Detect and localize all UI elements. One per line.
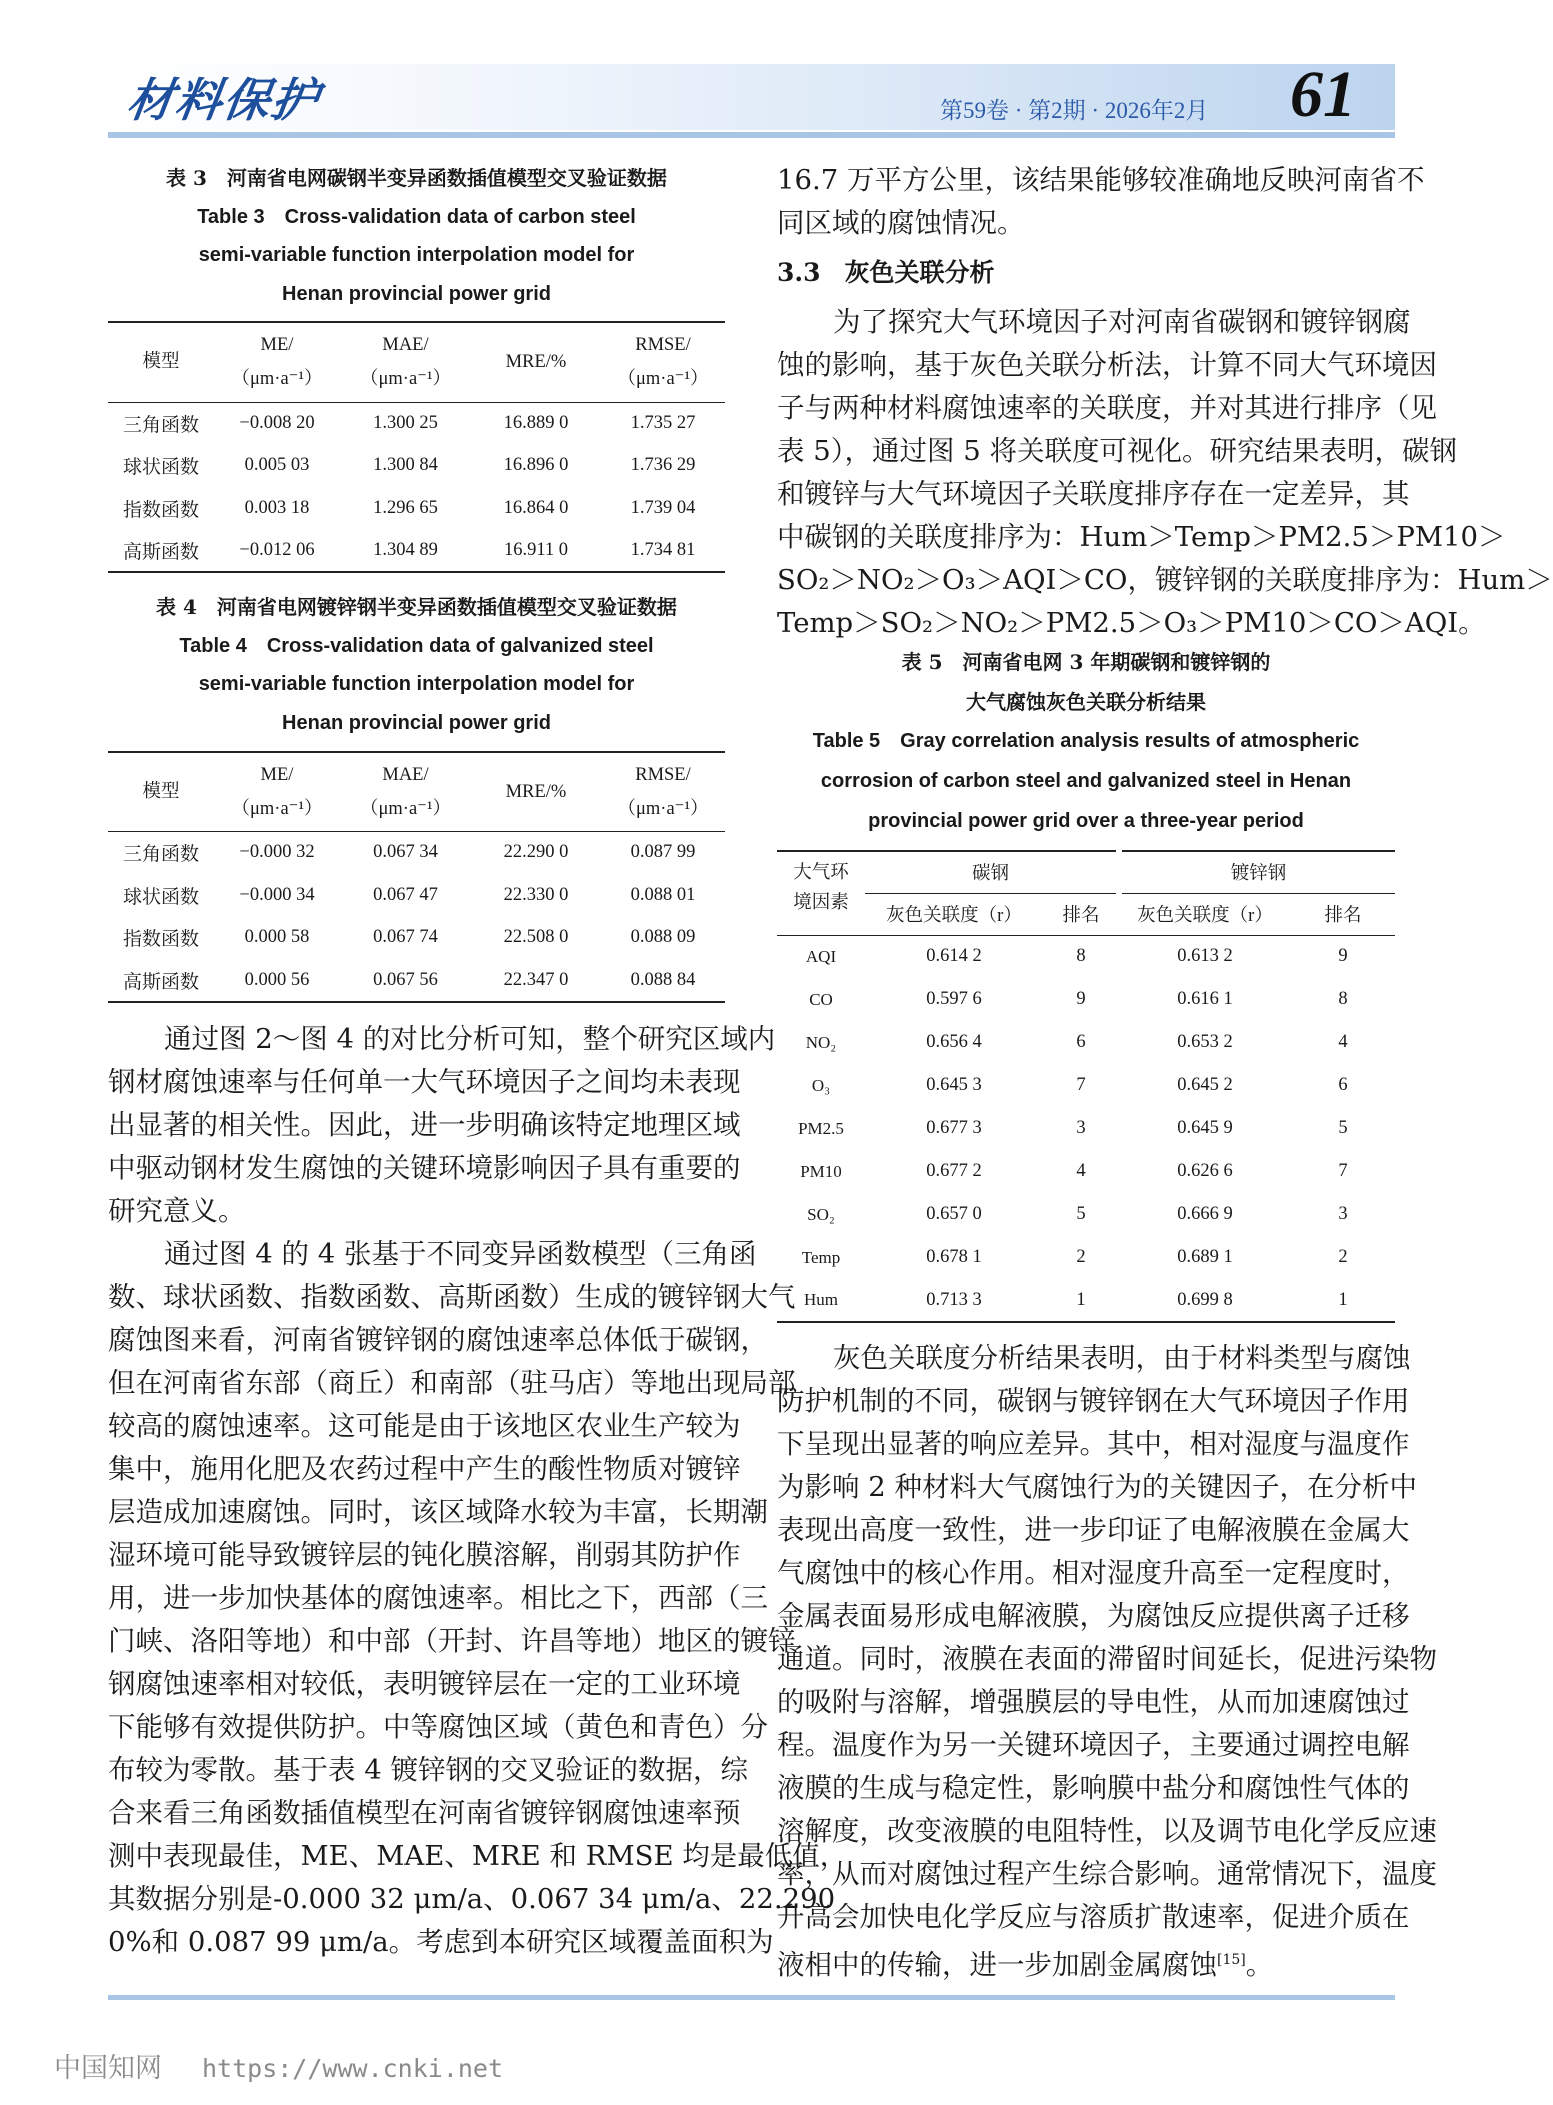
- cnki-watermark: [54, 2046, 503, 2085]
- header-text: RMSE/: [635, 764, 691, 785]
- header-text: MAE/: [382, 335, 429, 356]
- column-header: 排名: [1291, 893, 1395, 935]
- text-line: 和镀锌与大气环境因子关联度排序存在一定差异，其: [777, 478, 1410, 510]
- caption-line: corrosion of carbon steel and galvanized steel in Henan: [820, 770, 1352, 793]
- text-line: 钢材腐蚀速率与任何单一大气环境因子之间均未表现: [108, 1066, 741, 1098]
- table-row: [108, 402, 725, 445]
- text-line: 中碳钢的关联度排序为：Hum＞Temp＞PM2.5＞PM10＞: [777, 521, 1506, 553]
- table-cell: 0.088 01: [630, 884, 696, 905]
- text-line: [777, 1939, 1395, 1982]
- caption-line: 大气腐蚀灰色关联分析结果: [966, 689, 1206, 714]
- table-cell: Temp: [801, 1247, 841, 1267]
- text-line: 通道。同时，液膜在表面的滞留时间延长，促进污染物: [777, 1643, 1437, 1675]
- text-line: 用，进一步加快基体的腐蚀速率。相比之下，西部（三: [108, 1582, 768, 1614]
- text-line: Temp＞SO₂＞NO₂＞PM2.5＞O₃＞PM10＞CO＞AQI。: [777, 607, 1486, 639]
- group-header: 碳钢: [865, 851, 1119, 893]
- table-cell: 0.713 3: [865, 1279, 1043, 1322]
- section-number: 3.3: [777, 258, 821, 287]
- text-line: 16.7 万平方公里，该结果能够较准确地反映河南省不: [777, 164, 1425, 196]
- table-cell: 1.735 27: [630, 413, 696, 433]
- table-cell: 0.699 8: [1119, 1279, 1291, 1322]
- header-text: 模型: [142, 781, 180, 802]
- text-line: 为影响 2 种材料大气腐蚀行为的关键因子，在分析中: [777, 1471, 1417, 1503]
- table-cell: 0.003 18: [244, 497, 310, 518]
- column-header: 灰色关联度（r）: [1119, 893, 1291, 935]
- table-cell: 0.088 84: [601, 959, 725, 1002]
- text-line: SO₂＞NO₂＞O₃＞AQI＞CO，镀锌钢的关联度排序为：Hum＞: [777, 564, 1553, 596]
- table-cell: Hum: [777, 1279, 865, 1322]
- table-cell: 0.067 47: [373, 884, 438, 905]
- table-row: [108, 445, 725, 488]
- footer-divider: [108, 1995, 1395, 2000]
- table-cell: 0.067 34: [373, 842, 438, 863]
- text-line: 升高会加快电化学反应与溶质扩散速率，促进介质在: [777, 1901, 1410, 1933]
- table-cell: 0.067 56: [340, 959, 471, 1002]
- table-row: [777, 1021, 1395, 1064]
- table-cell: PM2.5: [798, 1118, 844, 1138]
- caption-line: Table 3 Cross-validation data of carbon steel: [197, 205, 636, 228]
- table-cell: 16.911 0: [471, 530, 601, 573]
- header-text: 大气环: [793, 863, 849, 883]
- table-cell: 6: [1338, 1075, 1348, 1095]
- table-cell: 6: [1076, 1032, 1086, 1052]
- table-row: [108, 530, 725, 573]
- text-line: 金属表面易形成电解液膜，为腐蚀反应提供离子迁移: [777, 1600, 1410, 1632]
- table-cell: 8: [1338, 989, 1348, 1009]
- text-line: 但在河南省东部（商丘）和南部（驻马店）等地出现局部: [108, 1367, 796, 1399]
- watermark-cn: 中国知网: [54, 2053, 162, 2084]
- table-cell: 4: [1338, 1032, 1348, 1052]
- table-row: [777, 1064, 1395, 1107]
- text-line: 集中，施用化肥及农药过程中产生的酸性物质对镀锌: [108, 1453, 741, 1485]
- table-cell: 16.896 0: [503, 455, 569, 476]
- header-text: （μm·a⁻¹）: [360, 369, 451, 390]
- table-cell: CO: [809, 989, 833, 1009]
- text-line: 子与两种材料腐蚀速率的关联度，并对其进行排序（见: [777, 392, 1437, 424]
- text-line: 布较为零散。基于表 4 镀锌钢的交叉验证的数据，综: [108, 1754, 748, 1786]
- text-line: 湿环境可能导致镀锌层的钝化膜溶解，削弱其防护作: [108, 1539, 741, 1571]
- text-line: 的吸附与溶解，增强膜层的导电性，从而加速腐蚀过: [777, 1686, 1410, 1718]
- table-cell: −0.008 20: [239, 413, 315, 433]
- column-header: [601, 752, 725, 831]
- table-cell: PM10: [800, 1161, 842, 1181]
- table3: [108, 321, 725, 573]
- column-header: [340, 322, 471, 402]
- table-cell: 0.613 2: [1177, 946, 1233, 967]
- table-cell: 22.330 0: [503, 884, 569, 905]
- header-text: RMSE/: [635, 335, 691, 356]
- text-line: 钢腐蚀速率相对较低，表明镀锌层在一定的工业环境: [108, 1668, 741, 1700]
- table-cell: 0.657 0: [926, 1204, 982, 1224]
- text-line: 门峡、洛阳等地）和中部（开封、许昌等地）地区的镀锌: [108, 1625, 796, 1657]
- table-cell: 0.614 2: [926, 946, 982, 967]
- table-cell: 1: [1291, 1279, 1395, 1322]
- header-text: （μm·a⁻¹）: [617, 369, 709, 390]
- table-cell: 0.677 3: [926, 1118, 982, 1138]
- text-line: 测中表现最佳，ME、MAE、MRE 和 RMSE 均是最低值，: [108, 1840, 848, 1872]
- text-line: 同区域的腐蚀情况。: [777, 207, 1025, 239]
- table-row: [777, 1279, 1395, 1322]
- table-cell: 0.666 9: [1177, 1204, 1233, 1224]
- column-header: [108, 322, 214, 402]
- table-cell: 0.645 3: [926, 1075, 982, 1095]
- header-text: MRE/%: [505, 352, 567, 373]
- table-cell: 0.067 74: [373, 927, 438, 948]
- header-text: 模型: [142, 352, 180, 373]
- table-row: [777, 1150, 1395, 1193]
- table-row: [108, 831, 725, 874]
- table-row: [108, 959, 725, 1002]
- table-cell: 1.300 25: [373, 413, 438, 433]
- table-cell: 9: [1076, 989, 1086, 1009]
- header-text: MAE/: [382, 764, 429, 785]
- table-cell: 指数函数: [122, 499, 199, 521]
- page-number: 61: [1290, 58, 1356, 131]
- text-line: 程。温度作为另一关键环境因子，主要通过调控电解: [777, 1729, 1410, 1761]
- table-cell: 0.689 1: [1177, 1247, 1233, 1267]
- table-cell: 2: [1338, 1247, 1348, 1267]
- table-cell: 0.653 2: [1177, 1032, 1233, 1052]
- caption-line: 表 3 河南省电网碳钢半变异函数插值模型交叉验证数据: [166, 166, 667, 190]
- table-cell: 三角函数: [122, 844, 199, 866]
- text-line: 液膜的生成与稳定性，影响膜中盐分和腐蚀性气体的: [777, 1772, 1410, 1804]
- table-cell: −0.012 06: [214, 530, 340, 573]
- journal-logo: 材料保护: [123, 73, 324, 127]
- table-cell: 0.005 03: [244, 455, 310, 476]
- text-line: 较高的腐蚀速率。这可能是由于该地区农业生产较为: [108, 1410, 741, 1442]
- table-cell: 1: [1043, 1279, 1119, 1322]
- table-row: [777, 1236, 1395, 1279]
- text-line: 出显著的相关性。因此，进一步明确该特定地理区域: [108, 1109, 741, 1141]
- table-cell: AQI: [805, 946, 837, 966]
- header-text: ME/: [260, 764, 294, 785]
- caption-line: Table 4 Cross-validation data of galvanized steel: [179, 634, 654, 657]
- table-row: [777, 935, 1395, 978]
- column-header: [214, 322, 340, 402]
- table-cell: 5: [1076, 1204, 1086, 1224]
- column-header: [108, 752, 214, 831]
- table-cell: 2: [1076, 1247, 1086, 1267]
- table-row: [108, 917, 725, 960]
- column-header: [601, 322, 725, 402]
- table-cell: 0.087 99: [630, 842, 696, 863]
- table-row: [777, 1107, 1395, 1150]
- table-subheader-row: [777, 893, 1395, 935]
- header-text: 境因素: [793, 893, 849, 913]
- table-row: [108, 874, 725, 917]
- table-cell: 0.597 6: [926, 989, 982, 1009]
- text-line: 表 5），通过图 5 将关联度可视化。研究结果表明，碳钢: [777, 435, 1457, 467]
- column-header: 排名: [1043, 893, 1119, 935]
- table-cell: 8: [1076, 946, 1086, 967]
- table-cell: −0.000 32: [239, 842, 315, 863]
- table-cell: 高斯函数: [108, 530, 214, 573]
- table-cell: 1.296 65: [373, 497, 438, 518]
- table-cell: 22.508 0: [503, 927, 569, 948]
- table-cell: 1.734 81: [601, 530, 725, 573]
- table-cell: 5: [1338, 1118, 1348, 1138]
- caption-line: Table 5 Gray correlation analysis results of atmospheric: [812, 730, 1360, 753]
- header-text: MRE/%: [505, 781, 567, 802]
- table-group-header-row: [777, 851, 1395, 893]
- text-line: 溶解度，改变液膜的电阻特性，以及调节电化学反应速: [777, 1815, 1437, 1847]
- table-cell: 1.736 29: [630, 455, 696, 476]
- table-cell: 22.290 0: [503, 842, 569, 863]
- table-cell: 球状函数: [122, 886, 199, 908]
- citation: [15]: [1217, 1952, 1246, 1968]
- table-cell: 0.616 1: [1177, 989, 1233, 1009]
- factor-header: [777, 851, 865, 935]
- text-line: 中驱动钢材发生腐蚀的关键环境影响因子具有重要的: [108, 1152, 741, 1184]
- table-cell: 0.677 2: [926, 1161, 982, 1181]
- table-cell: −0.000 34: [239, 884, 315, 905]
- table-cell: 0.678 1: [926, 1247, 982, 1267]
- text-line: 表现出高度一致性，进一步印证了电解液膜在金属大: [777, 1514, 1410, 1546]
- text-line: 灰色关联度分析结果表明，由于材料类型与腐蚀: [833, 1342, 1411, 1374]
- text-line: 通过图 2～图 4 的对比分析可知，整个研究区域内: [164, 1023, 776, 1055]
- table-cell: 三角函数: [122, 415, 199, 436]
- text-line: 合来看三角函数插值模型在河南省镀锌钢腐蚀速率预: [108, 1797, 741, 1829]
- text-line: 腐蚀图来看，河南省镀锌钢的腐蚀速率总体低于碳钢，: [108, 1324, 768, 1356]
- table-cell: 7: [1076, 1075, 1086, 1095]
- table-cell: 1.739 04: [630, 497, 696, 518]
- column-header: [214, 752, 340, 831]
- caption-line: 表 5 河南省电网 3 年期碳钢和镀锌钢的: [901, 650, 1271, 674]
- table-cell: 1.300 84: [373, 455, 438, 476]
- table-cell: O₃: [811, 1075, 831, 1095]
- section-title: 灰色关联分析: [844, 258, 995, 287]
- group-header: 镀锌钢: [1119, 851, 1395, 893]
- table-cell: NO₂: [805, 1032, 837, 1052]
- table-cell: 16.889 0: [503, 413, 569, 433]
- caption-line: semi-variable function interpolation model for: [198, 244, 635, 267]
- text-line-body: 液相中的传输，进一步加剧金属腐蚀: [777, 1949, 1217, 1982]
- table-cell: 16.864 0: [503, 497, 569, 518]
- table-cell: 0.656 4: [926, 1032, 982, 1052]
- table-header-row: [108, 322, 725, 402]
- table-cell: 0.645 9: [1177, 1118, 1233, 1138]
- issue-info: 第59卷 · 第2期 · 2026年2月: [940, 98, 1209, 123]
- table-cell: 0.645 2: [1177, 1075, 1233, 1095]
- table-row: [777, 1193, 1395, 1236]
- table-cell: 指数函数: [122, 929, 199, 951]
- table-cell: 7: [1338, 1161, 1348, 1181]
- caption-line: Henan provincial power grid: [282, 712, 551, 735]
- caption-line: provincial power grid over a three-year period: [868, 809, 1304, 832]
- column-header: 灰色关联度（r）: [865, 893, 1043, 935]
- table-cell: 0.000 58: [244, 927, 310, 948]
- header-text: （μm·a⁻¹）: [360, 798, 451, 819]
- table-cell: 9: [1338, 946, 1348, 967]
- text-line: 蚀的影响，基于灰色关联分析法，计算不同大气环境因: [777, 349, 1437, 381]
- table-header-row: [108, 752, 725, 831]
- text-line: 其数据分别是-0.000 32 μm/a、0.067 34 μm/a、22.290: [108, 1883, 836, 1915]
- caption-line: semi-variable function interpolation model for: [198, 673, 635, 696]
- table-cell: 0.000 56: [214, 959, 340, 1002]
- end-mark: 。: [1245, 1949, 1274, 1982]
- header-text: （μm·a⁻¹）: [617, 798, 709, 819]
- text-line: 数、球状函数、指数函数、高斯函数）生成的镀锌钢大气: [108, 1281, 796, 1313]
- text-line: 研究意义。: [108, 1195, 246, 1227]
- table-cell: 高斯函数: [108, 959, 214, 1002]
- column-header: [340, 752, 471, 831]
- text-line: 下呈现出显著的响应差异。其中，相对湿度与温度作: [777, 1428, 1410, 1460]
- text-line: 下能够有效提供防护。中等腐蚀区域（黄色和青色）分: [108, 1711, 768, 1743]
- table5: [777, 850, 1395, 1323]
- table-cell: 4: [1076, 1161, 1086, 1181]
- header-text: （μm·a⁻¹）: [231, 798, 323, 819]
- caption-line: Henan provincial power grid: [282, 283, 551, 306]
- table-cell: 球状函数: [122, 457, 199, 479]
- text-line: 率，从而对腐蚀过程产生综合影响。通常情况下，温度: [777, 1858, 1437, 1890]
- caption-line: 表 4 河南省电网镀锌钢半变异函数插值模型交叉验证数据: [156, 595, 677, 619]
- table-row: [777, 978, 1395, 1021]
- text-line: 气腐蚀中的核心作用。相对湿度升高至一定程度时，: [777, 1557, 1410, 1589]
- header-divider: [108, 132, 1395, 138]
- table-cell: 22.347 0: [471, 959, 601, 1002]
- section-heading: [777, 251, 995, 294]
- table-cell: SO₂: [807, 1204, 835, 1224]
- header-text: （μm·a⁻¹）: [231, 369, 323, 390]
- column-header: [471, 752, 601, 831]
- table-cell: 3: [1076, 1118, 1086, 1138]
- table-cell: 1.304 89: [340, 530, 471, 573]
- table-cell: 3: [1338, 1204, 1348, 1224]
- column-header: [471, 322, 601, 402]
- table-cell: 0.088 09: [630, 927, 696, 948]
- text-line: 为了探究大气环境因子对河南省碳钢和镀锌钢腐: [833, 306, 1411, 338]
- text-line: 层造成加速腐蚀。同时，该区域降水较为丰富，长期潮: [108, 1496, 768, 1528]
- text-line: 防护机制的不同，碳钢与镀锌钢在大气环境因子作用: [777, 1385, 1410, 1417]
- watermark-url: https://www.cnki.net: [202, 2054, 504, 2083]
- text-line: 0%和 0.087 99 μm/a。考虑到本研究区域覆盖面积为: [108, 1926, 774, 1958]
- table-cell: 0.626 6: [1177, 1161, 1233, 1181]
- table-row: [108, 487, 725, 530]
- table4: [108, 751, 725, 1003]
- header-text: ME/: [260, 335, 294, 356]
- text-line: 通过图 4 的 4 张基于不同变异函数模型（三角函: [164, 1238, 757, 1270]
